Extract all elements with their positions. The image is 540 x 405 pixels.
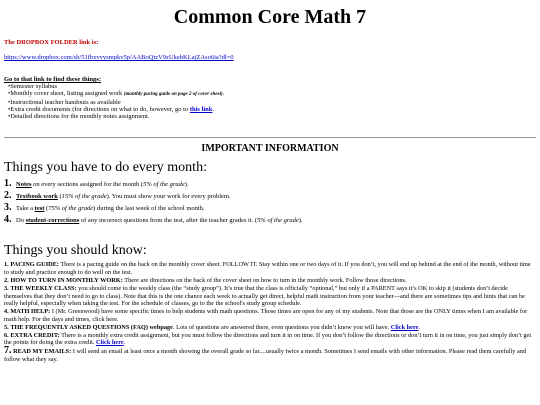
item-key: student-corrections	[25, 217, 80, 225]
know-item	[4, 308, 536, 324]
item-number: 2.	[4, 277, 9, 285]
goto-item	[8, 83, 536, 90]
item-number: 2.	[4, 190, 12, 202]
monthly-heading: Things you have to do every month:	[4, 160, 207, 176]
know-heading: Things you should know:	[4, 243, 147, 259]
goto-item-tail: .	[222, 90, 225, 98]
grade-percent: 5% of the grade	[143, 181, 185, 189]
item-number: 1.	[4, 178, 12, 190]
dropbox-link[interactable]: https://www.dropbox.com/sh/51fbxvvysmpkv5p/AABoQtzV9zUkebKLajZAso6ia?dl=0	[4, 54, 234, 61]
goto-list	[4, 83, 536, 120]
item-text: There are directions on the back of the cover sheet on how to turn in the monthly work. Follow those directions.	[122, 277, 407, 285]
item-key: THE WEEKLY CLASS:	[10, 284, 77, 292]
goto-colon: :	[98, 76, 101, 83]
goto-item-text: Semester syllabus	[10, 83, 58, 90]
item-key: PACING GUIDE:	[10, 261, 59, 269]
item-mid: (	[57, 193, 62, 201]
goto-heading	[4, 76, 536, 83]
item-key: EXTRA CREDIT:	[10, 331, 60, 339]
goto-item-text: Monthly cover sheet, listing assigned work	[10, 90, 124, 98]
item-text: I will send an email at least once a month showing the overall grade so far....usually twice a month. Sometimes I send emails with other information. Please read them carefully and follow what they say.	[4, 348, 527, 364]
item-number: 5.	[4, 323, 9, 331]
item-mid: (	[44, 205, 49, 213]
item-mid: on every sections assigned for the month (	[31, 181, 144, 189]
goto-heading-text: Go to that link to find these things	[4, 76, 99, 83]
important-heading: IMPORTANT INFORMATION	[201, 143, 339, 155]
know-item	[4, 347, 536, 364]
know-item	[4, 261, 536, 277]
monthly-item	[4, 214, 536, 226]
item-number: 3.	[4, 202, 12, 214]
goto-item-text: Extra credit documents (for directions on what to do, however, go to	[10, 105, 190, 113]
item-key: HOW TO TURN IN MONTHLY WORK:	[10, 277, 123, 285]
faq-link[interactable]: Click here	[390, 323, 419, 331]
dropbox-label: The DROPBOX FOLDER link is:	[4, 39, 99, 46]
item-key: Notes	[16, 181, 32, 189]
item-mid: of any incorrect questions from the test, after the teacher grades it. (	[79, 217, 258, 225]
extra-credit-link[interactable]: Click here	[95, 339, 124, 347]
item-text: you should come to the weekly class (the “study group”). It’s true that the class is officially “optional,” but only if a PARENT says it’s OK to skip it (students don’t decide themselves that they don’t need to go to class). Note that this is the one chance each week to actually get direct, helpful math instruction from your teacher—and there are sometimes tips and hints that can be really helpful, especially when taking the test. For the schedule of classes, go to the the school's study group schedule.	[4, 284, 525, 308]
goto-item-tail: .	[212, 105, 215, 113]
extra-credit-link[interactable]: this link	[189, 105, 213, 113]
item-key: THE FREQUENTLY ASKED QUESTIONS (FAQ) webpage	[10, 323, 173, 331]
item-number: 4.	[4, 214, 12, 226]
monthly-item	[4, 178, 536, 190]
item-tail: .	[418, 323, 421, 331]
know-item	[4, 277, 536, 285]
grade-percent: 15% of the grade	[61, 193, 107, 201]
item-end: ). You must show your work for every problem.	[106, 193, 231, 201]
item-number: 4.	[4, 308, 9, 316]
pacing-note: (monthly pacing guide on page 2 of cover sheet)	[123, 92, 223, 98]
goto-item	[8, 106, 536, 113]
item-number: 3.	[4, 284, 9, 292]
goto-item	[8, 99, 536, 106]
item-number: 1.	[4, 261, 9, 269]
item-tail: .	[123, 339, 126, 347]
goto-item	[8, 113, 536, 120]
grade-percent: 75% of the grade	[48, 205, 94, 213]
divider	[4, 137, 536, 138]
dropbox-section	[4, 39, 536, 64]
item-key: test	[34, 205, 45, 213]
goto-item-text: Detailed directions for the monthly notes assignment.	[10, 113, 150, 121]
item-pre: Do	[16, 217, 26, 225]
item-text: I (Mr. Greenwood) have some specific times to help students with math questions. Those times are open for any of my students. Note that those are the ONLY times when I am available for math help. For the days and times, click here.	[4, 308, 528, 324]
item-end: ).	[298, 217, 303, 225]
item-key: MATH HELP:	[10, 308, 51, 316]
item-key: Textbook work	[16, 193, 58, 201]
item-key: READ MY EMAILS:	[13, 348, 72, 356]
goto-item-text: Instructional teacher handouts as available	[10, 98, 121, 106]
grade-percent: 5% of the grade	[257, 217, 299, 225]
monthly-item	[4, 190, 536, 202]
page-title: Common Core Math 7	[173, 6, 367, 28]
know-item	[4, 324, 536, 332]
item-text: There is a monthly extra credit assignment, but you must follow the directions and turn it in on time. If you don’t follow the directions or don’t turn it in on time, you just simply don’t get the points for doing the extra credit.	[4, 331, 532, 347]
item-text: . Lots of questions are answered there, even questions you didn’t know you will have.	[172, 323, 391, 331]
know-item	[4, 332, 536, 348]
item-end: ) during the last week of the school month.	[93, 205, 205, 213]
monthly-list	[4, 178, 536, 226]
know-list	[4, 261, 536, 363]
monthly-item	[4, 202, 536, 214]
item-text: There is a pacing guide on the back on the monthly cover sheet. FOLLOW IT. Stay within one or two days of it. If you don’t, you will end up behind at the end of the month, without time to study and practice enough to do well on the test.	[4, 261, 531, 277]
know-item	[4, 285, 536, 308]
item-end: ).	[184, 181, 189, 189]
item-number: 6.	[4, 331, 9, 339]
item-pre: Take a	[16, 205, 35, 213]
item-number: 7.	[4, 345, 12, 357]
goto-item	[8, 90, 536, 98]
